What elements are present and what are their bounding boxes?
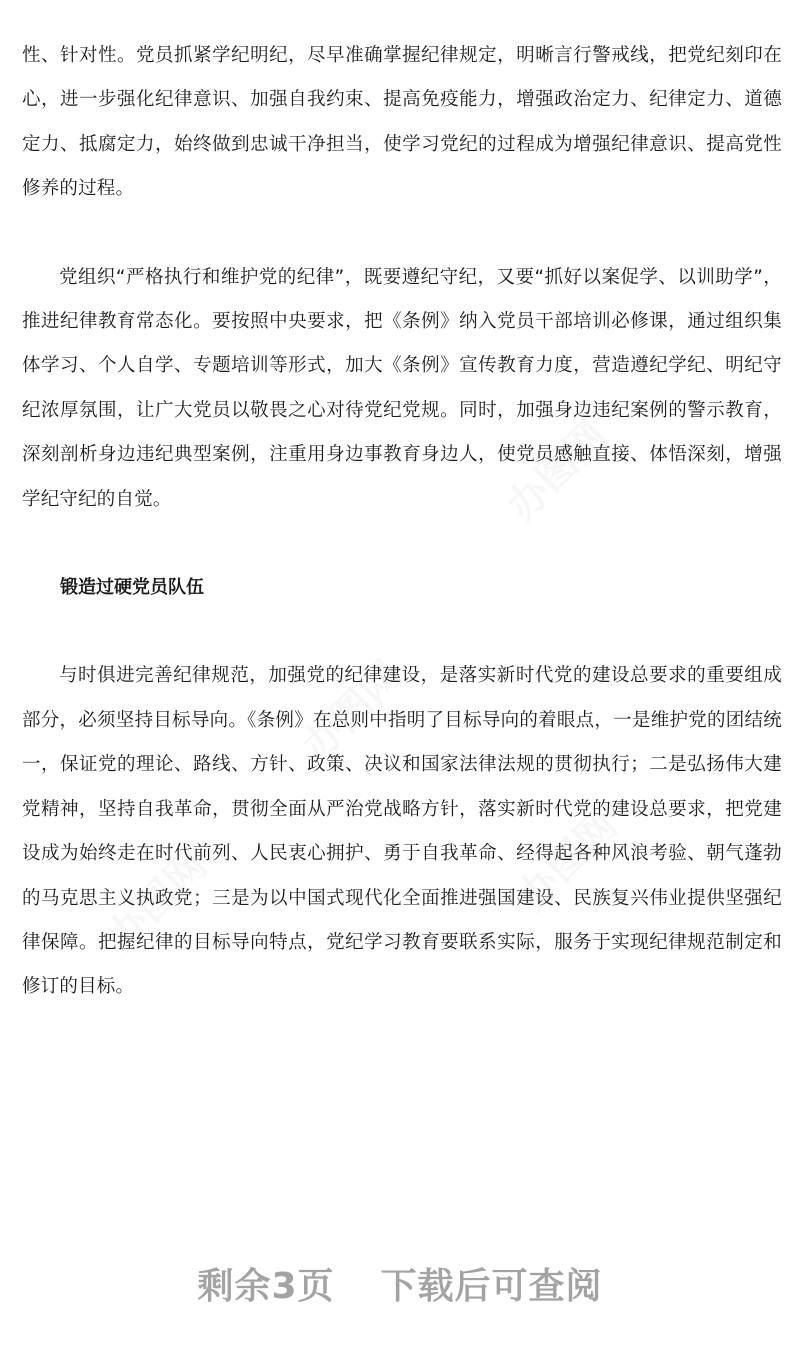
paragraph: 性、针对性。党员抓紧学纪明纪，尽早准确掌握纪律规定，明晰言行警戒线，把党纪刻印在心，进一步强化纪律意识、加强自我约束、提高免疫能力，增强政治定力、纪律定力、道德定力、抵腐定力，始终做到忠诚干净担当，使学习党纪的过程成为增强纪律意识、提高党性修养的过程。 <box>22 45 782 200</box>
paragraph-gap <box>22 212 782 256</box>
download-prompt-label: 下载后可查阅 <box>380 1266 603 1307</box>
document-body <box>22 34 782 1010</box>
remaining-pages-label: 剩余3页 <box>197 1266 335 1307</box>
section-heading: 锻造过硬党员队伍 <box>60 577 204 599</box>
download-banner[interactable] <box>0 1258 800 1309</box>
paragraph-gap <box>22 522 782 566</box>
paragraph: 与时俱进完善纪律规范，加强党的纪律建设，是落实新时代党的建设总要求的重要组成部分，必须坚持目标导向。《条例》在总则中指明了目标导向的着眼点，一是维护党的团结统一，保证党的理论、路线、方针、政策、决议和国家法律法规的贯彻执行；二是弘扬伟大建党精神，坚持自我革命，贯彻全面从严治党战略方针，落实新时代党的建设总要求，把党建设成为始终走在时代前列、人民衷心拥护、勇于自我革命、经得起各种风浪考验、朝气蓬勃的马克思主义执政党；三是为以中国式现代化全面推进强国建设、民族复兴伟业提供坚强纪律保障。把握纪律的目标导向特点，党纪学习教育要联系实际，服务于实现纪律规范制定和修订的目标。 <box>22 665 782 998</box>
paragraph-gap <box>22 610 782 654</box>
paragraph: 党组织“严格执行和维护党的纪律”，既要遵纪守纪，又要“抓好以案促学、以训助学”，推进纪律教育常态化。要按照中央要求，把《条例》纳入党员干部培训必修课，通过组织集体学习、个人自学、专题培训等形式，加大《条例》宣传教育力度，营造遵纪学纪、明纪守纪浓厚氛围，让广大党员以敬畏之心对待党纪党规。同时，加强身边违纪案例的警示教育，深刻剖析身边违纪典型案例，注重用身边事教育身边人，使党员感触直接、体悟深刻，增强学纪守纪的自觉。 <box>22 266 782 510</box>
